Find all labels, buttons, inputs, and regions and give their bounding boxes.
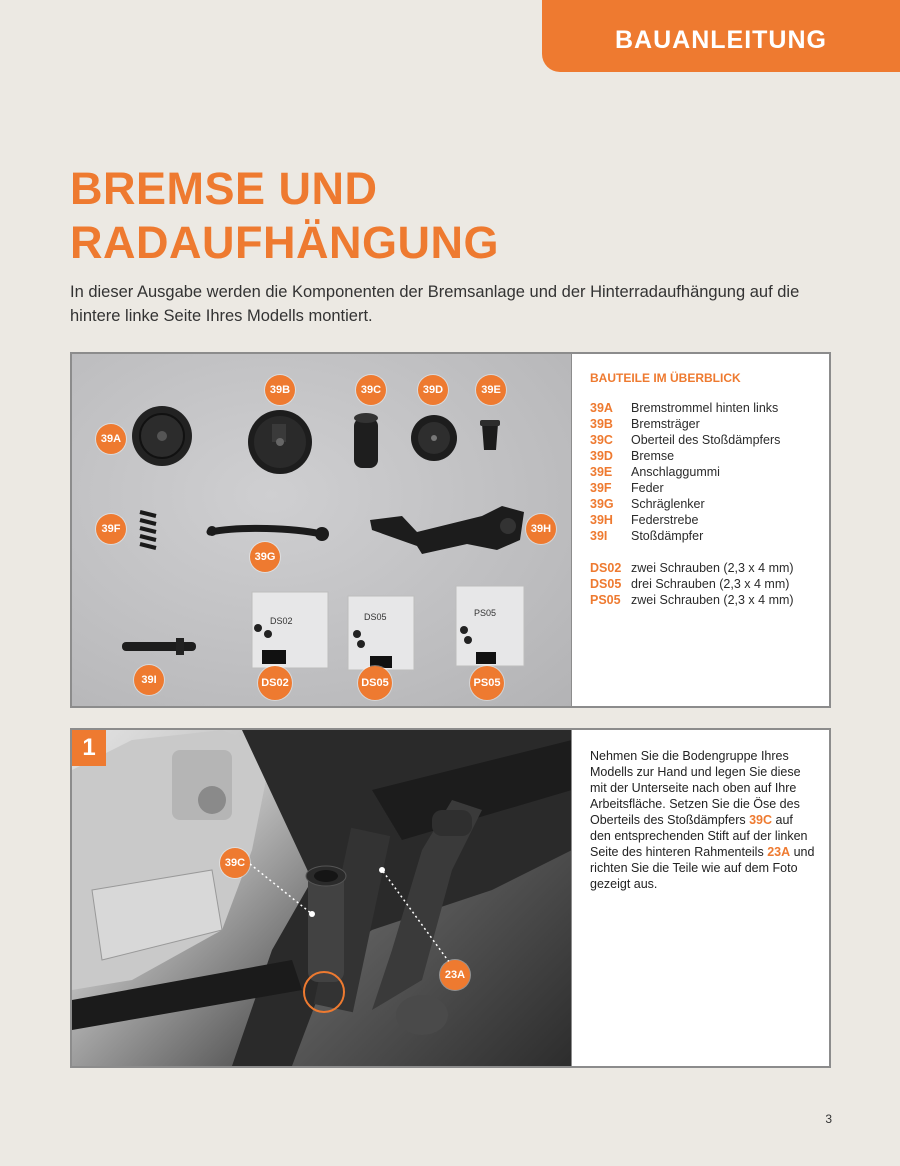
screw-bag-ps05	[456, 586, 524, 666]
badge-39e: 39E	[476, 375, 506, 405]
part-name: Bremsträger	[631, 417, 700, 431]
page-title	[70, 162, 499, 270]
step-highlight-23a: 23A	[767, 845, 791, 859]
screw-rows	[590, 560, 820, 608]
badge-step-39c: 39C	[220, 848, 250, 878]
badge-39b: 39B	[265, 375, 295, 405]
part-39h-strut	[370, 506, 524, 554]
part-39g-arm	[207, 526, 329, 541]
step-1-instructions	[590, 748, 815, 892]
bag-label-ds02: DS02	[270, 616, 293, 626]
bag-label-ds05: DS05	[364, 612, 387, 622]
part-name: Stoßdämpfer	[631, 529, 704, 543]
part-code: 39G	[590, 497, 614, 511]
part-row	[590, 592, 820, 608]
part-39d-brake	[411, 415, 457, 461]
part-row	[590, 464, 820, 480]
part-name: zwei Schrauben (2,3 x 4 mm)	[631, 593, 794, 607]
part-code: 39B	[590, 417, 613, 431]
badge-39d: 39D	[418, 375, 448, 405]
parts-heading: BAUTEILE IM ÜBERBLICK	[590, 371, 741, 385]
parts-rows	[590, 400, 820, 544]
part-name: Federstrebe	[631, 513, 699, 527]
step-number: 1	[72, 730, 106, 766]
part-row	[590, 512, 820, 528]
part-code: DS02	[590, 561, 622, 575]
part-code: 39E	[590, 465, 613, 479]
badge-39c: 39C	[356, 375, 386, 405]
badge-39i: 39I	[134, 665, 164, 695]
part-39b-carrier	[248, 410, 312, 474]
badge-39a: 39A	[96, 424, 126, 454]
shock-top-39c	[306, 866, 346, 982]
part-row	[590, 528, 820, 544]
part-code: PS05	[590, 593, 621, 607]
badge-ds05: DS05	[358, 666, 392, 700]
part-row	[590, 560, 820, 576]
part-row	[590, 432, 820, 448]
parts-illustration	[72, 354, 572, 706]
part-name: Anschlaggummi	[631, 465, 720, 479]
part-code: 39D	[590, 449, 613, 463]
part-39c-shock-top	[354, 413, 378, 468]
part-name: Bremse	[631, 449, 675, 463]
intro-text: In dieser Ausgabe werden die Komponenten der Bremsanlage und der Hinterradaufhängung auf die hintere linke Seite Ihres Modells montiert.	[70, 283, 800, 325]
step-highlight-39c: 39C	[749, 813, 773, 827]
part-code: 39F	[590, 481, 612, 495]
step-1-photo	[72, 730, 572, 1066]
part-code: DS05	[590, 577, 622, 591]
page-number: 3	[825, 1112, 832, 1126]
title-line-2: RADAUFHÄNGUNG	[70, 217, 499, 268]
parts-photo	[72, 354, 572, 706]
badge-39h: 39H	[526, 514, 556, 544]
step-text-part-1: Nehmen Sie die Bodengruppe Ihres Modells zur Hand und legen Sie diese mit der Unterseite nach oben auf Ihre Arbeitsfläche. Setzen Sie die Öse des Oberteils des Stoßdämpfers	[590, 749, 801, 827]
part-name: Oberteil des Stoßdämpfers	[631, 433, 781, 447]
part-39f-spring	[140, 512, 156, 548]
part-39a-drum	[132, 406, 192, 466]
part-name: Schräglenker	[631, 497, 705, 511]
part-row	[590, 496, 820, 512]
badge-step-23a: 23A	[440, 960, 470, 990]
section-label: BAUANLEITUNG	[615, 25, 827, 54]
part-code: 39I	[590, 529, 608, 543]
step-text-part-3: und richten Sie die Teile wie auf dem Foto gezeigt aus.	[590, 845, 815, 891]
part-row	[590, 576, 820, 592]
parts-overview-panel	[70, 352, 831, 708]
badge-ds02: DS02	[258, 666, 292, 700]
step-1-panel	[70, 728, 831, 1068]
part-code: 39H	[590, 513, 613, 527]
screw-bag-ds02	[252, 592, 328, 668]
bag-label-ps05: PS05	[474, 608, 497, 618]
part-row	[590, 480, 820, 496]
step-1-illustration	[72, 730, 572, 1066]
step-text-part-2: auf den entsprechenden Stift auf der linken Seite des hinteren Rahmenteils	[590, 813, 808, 859]
parts-list	[590, 370, 820, 608]
part-name: Bremstrommel hinten links	[631, 401, 779, 415]
part-code: 39C	[590, 433, 613, 447]
part-39i-shock	[122, 638, 196, 655]
part-row	[590, 448, 820, 464]
badge-39g: 39G	[250, 542, 280, 572]
part-row	[590, 400, 820, 416]
badge-ps05: PS05	[470, 666, 504, 700]
title-line-1: BREMSE UND	[70, 163, 378, 214]
part-name: drei Schrauben (2,3 x 4 mm)	[631, 577, 790, 591]
part-name: zwei Schrauben (2,3 x 4 mm)	[631, 561, 794, 575]
section-tab	[542, 0, 900, 72]
part-code: 39A	[590, 401, 613, 415]
part-row	[590, 416, 820, 432]
part-name: Feder	[631, 481, 664, 495]
badge-39f: 39F	[96, 514, 126, 544]
screw-bag-ds05	[348, 596, 414, 670]
part-39e-bump-stop	[480, 420, 500, 450]
